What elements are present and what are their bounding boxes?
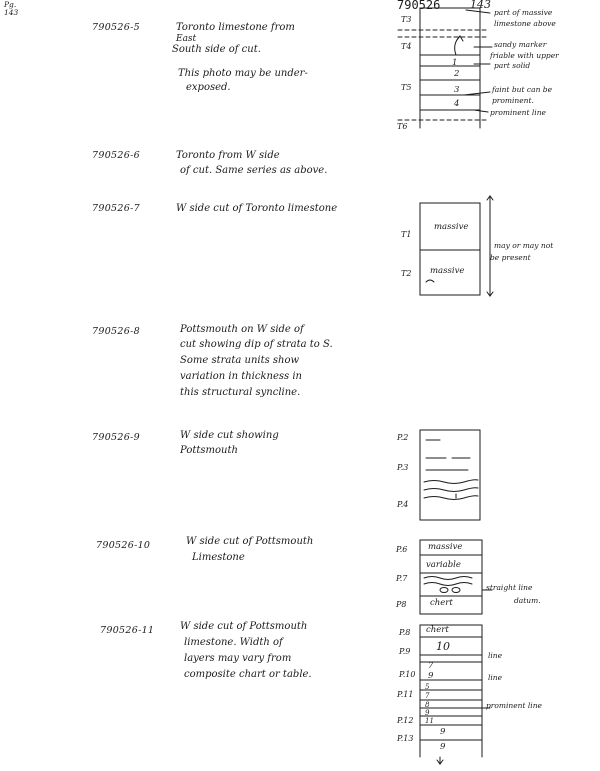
strata-cell: massive: [434, 222, 469, 232]
strata-label: P.8: [399, 628, 411, 637]
entry-description-line: W side cut of Pottsmouth: [186, 536, 314, 547]
strata-cell: chert: [426, 625, 449, 635]
strata-label: T2: [401, 269, 412, 278]
strata-column-790526-10: [420, 540, 492, 614]
entry-description-line: Pottsmouth on W side of: [180, 324, 304, 335]
entry-description-line: variation in thickness in: [180, 371, 302, 382]
strata-cell: 7: [428, 661, 434, 671]
strata-note: line: [488, 673, 503, 682]
strata-label: P.6: [396, 545, 408, 554]
strata-note: faint but can be: [492, 85, 553, 94]
photo-id: 790526-7: [92, 203, 140, 214]
strata-cell: massive: [430, 266, 465, 276]
entry-description-line: composite chart or table.: [184, 669, 312, 680]
strata-cell: chert: [430, 598, 453, 608]
strata-cell: 1: [452, 58, 458, 68]
strata-label: T6: [397, 122, 408, 131]
photo-id: 790526-10: [96, 540, 151, 551]
strata-label: P.9: [399, 647, 411, 656]
entry-description-line: of cut. Same series as above.: [180, 165, 328, 176]
strata-cell: 9: [440, 727, 446, 737]
photo-id: 790526-8: [92, 326, 140, 337]
strata-cell: 9: [425, 709, 430, 717]
strata-note: may or may not: [494, 241, 554, 250]
strata-cell: 3: [454, 85, 460, 95]
strata-label: P8: [396, 600, 407, 609]
photo-id: 790526-5: [92, 22, 140, 33]
photo-id: 790526-9: [92, 432, 140, 443]
entry-description-line: exposed.: [186, 82, 231, 93]
strata-label: T3: [401, 15, 412, 24]
strata-note: prominent line: [490, 108, 546, 117]
strata-note: line: [488, 651, 503, 660]
strata-note: be present: [490, 253, 531, 262]
entry-description-line: South side of cut.: [172, 44, 261, 55]
entry-description-line: Limestone: [192, 552, 245, 563]
entry-description-line: cut showing dip of strata to S.: [180, 339, 333, 350]
strata-label: T4: [401, 42, 412, 51]
entry-description-line: Toronto from W side: [176, 150, 280, 161]
strata-column-790526-11: [420, 625, 490, 764]
strata-note: limestone above: [494, 19, 556, 28]
strata-note: friable with upper: [490, 51, 559, 60]
strata-note: part of massive: [494, 8, 553, 17]
entry-description-line: This photo may be under-: [178, 68, 308, 79]
photo-id: 790526-11: [100, 625, 155, 636]
strata-cell: 8: [425, 701, 430, 709]
strata-label: P.11: [397, 690, 414, 699]
entry-description-line: Pottsmouth: [180, 445, 238, 456]
entry-description-line: Some strata units show: [180, 355, 300, 366]
strata-cell: 7: [425, 692, 430, 700]
strata-label: P.3: [397, 463, 409, 472]
entry-description-line: W side cut of Pottsmouth: [180, 621, 308, 632]
strata-cell: 9: [428, 671, 434, 681]
strata-cell: 5: [425, 683, 430, 691]
strata-label: P.7: [396, 574, 408, 583]
strata-column-790526-9: [420, 430, 480, 520]
entry-description-line: layers may vary from: [184, 653, 292, 664]
strata-cell: 9: [440, 742, 446, 752]
strata-cell: 10: [436, 640, 450, 653]
corner-page-marker-line2: 143: [4, 8, 19, 17]
entry-description-line: W side cut showing: [180, 430, 279, 441]
entry-description-line: Toronto limestone from: [176, 22, 295, 33]
strata-label: P.10: [399, 670, 416, 679]
strata-label: P.4: [397, 500, 409, 509]
strata-label: P.12: [397, 716, 414, 725]
header-page-number: 143: [470, 0, 491, 11]
photo-id: 790526-6: [92, 150, 140, 161]
strata-label: T5: [401, 83, 412, 92]
strata-column-790526-7: [420, 196, 493, 296]
strata-note: prominent line: [486, 701, 542, 710]
strata-note: straight line: [486, 583, 533, 592]
entry-description-line: limestone. Width of: [184, 637, 283, 648]
strata-note: prominent.: [492, 96, 534, 105]
strata-note: datum.: [514, 596, 541, 605]
corner-page-marker-line1: Pg.: [4, 0, 17, 9]
strata-note: part solid: [494, 61, 531, 70]
strata-cell: massive: [428, 542, 463, 552]
strata-label: P.2: [397, 433, 409, 442]
entry-description-line: this structural syncline.: [180, 387, 301, 398]
strata-cell: 4: [454, 99, 460, 109]
strata-label: P.13: [397, 734, 414, 743]
entry-description-line: W side cut of Toronto limestone: [176, 203, 338, 214]
header-roll-number: 790526: [397, 0, 441, 12]
strata-cell: variable: [426, 560, 461, 570]
strata-cell: 2: [454, 69, 460, 79]
strata-note: sandy marker: [494, 40, 547, 49]
strata-cell: 11: [425, 717, 434, 725]
entry-description-line: East: [176, 34, 197, 44]
strata-label: T1: [401, 230, 412, 239]
strata-column-790526-5: [398, 8, 492, 128]
